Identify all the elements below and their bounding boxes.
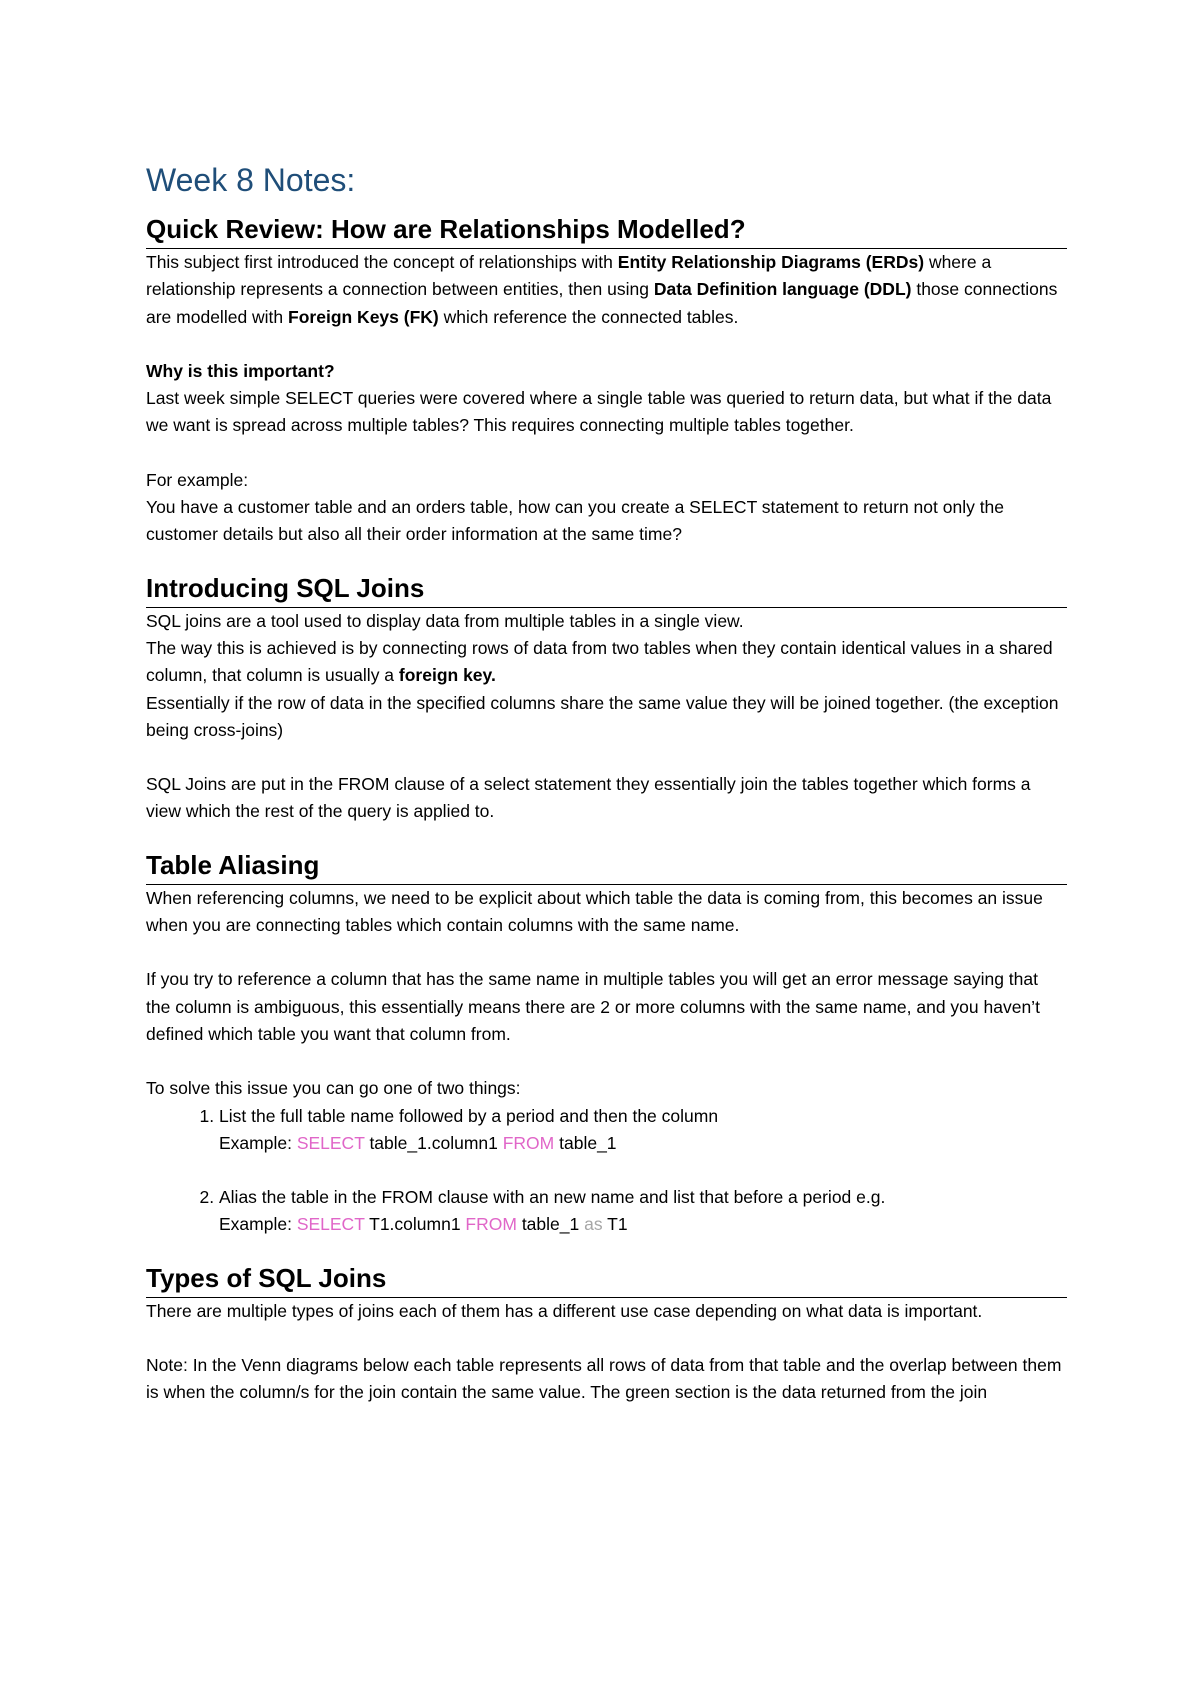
spacer xyxy=(146,826,1067,848)
spacer xyxy=(146,1048,1067,1075)
text-run: This subject first introduced the concept of relationships with xyxy=(146,252,618,272)
list-item xyxy=(219,1184,1067,1239)
spacer xyxy=(146,331,1067,358)
bold-term-fk: Foreign Keys (FK) xyxy=(288,306,439,327)
section-types-of-joins xyxy=(146,1261,1067,1407)
sql-code: table_1 xyxy=(516,1214,585,1235)
bold-subheading: Why is this important? xyxy=(146,360,335,381)
sql-keyword-select: SELECT xyxy=(296,1214,365,1235)
list-item-text: Alias the table in the FROM clause with an new name and list that before a period e.g. xyxy=(219,1187,886,1208)
example-label: Example: xyxy=(219,1132,297,1153)
sql-keyword-from: FROM xyxy=(502,1132,555,1153)
sql-code: table_1.column1 xyxy=(364,1132,503,1153)
bold-term-foreign-key: foreign key. xyxy=(398,665,496,686)
bold-term-erd: Entity Relationship Diagrams (ERDs) xyxy=(617,252,925,272)
list-item xyxy=(219,1103,1067,1185)
spacer xyxy=(219,1157,1067,1184)
text-run: those connections are modelled with xyxy=(146,279,1058,327)
list-item-text: List the full table name followed by a period and then the column xyxy=(219,1105,719,1126)
spacer xyxy=(146,440,1067,467)
paragraph-aliasing-intro: When referencing columns, we need to be explicit about which table the data is coming from, this becomes an issue when you are connecting tables which contain columns with the same name. xyxy=(146,887,1043,936)
sql-keyword-select: SELECT xyxy=(296,1132,365,1153)
bold-term-ddl: Data Definition language (DDL) xyxy=(653,279,912,300)
paragraph-join-types-intro: There are multiple types of joins each of them has a different use case depending on what data is important. xyxy=(146,1300,983,1321)
sql-code: table_1 xyxy=(554,1132,617,1153)
spacer xyxy=(146,744,1067,771)
section-quick-review xyxy=(146,212,1067,549)
section-heading: Quick Review: How are Relationships Modelled? xyxy=(146,212,1067,249)
paragraph-example: You have a customer table and an orders table, how can you create a SELECT statement to return not only the customer details but also all their order information at the same time? xyxy=(146,497,1005,545)
document-title: Week 8 Notes: xyxy=(146,162,356,198)
text-run: which reference the connected tables. xyxy=(438,306,739,327)
paragraph-solutions-intro: To solve this issue you can go one of two things: xyxy=(146,1078,521,1099)
sql-code: T1.column1 xyxy=(364,1214,466,1235)
example-label: For example: xyxy=(146,469,249,490)
sql-code: T1 xyxy=(602,1214,628,1235)
paragraph-relationships xyxy=(146,249,1067,331)
section-heading: Table Aliasing xyxy=(146,848,1067,885)
spacer xyxy=(146,939,1067,966)
why-important-heading xyxy=(146,358,1067,385)
paragraph-joins-from-clause: SQL Joins are put in the FROM clause of a select statement they essentially join the tables together which forms a view which the rest of the query is applied to. xyxy=(146,774,1031,822)
spacer xyxy=(146,549,1067,571)
text-run: where a relationship represents a connection between entities, then using xyxy=(146,252,992,300)
sql-keyword-as: as xyxy=(584,1214,603,1235)
paragraph-why-important: Last week simple SELECT queries were covered where a single table was queried to return data, but what if the data we want is spread across multiple tables? This requires connecting multiple tables together. xyxy=(146,388,1052,436)
spacer xyxy=(146,1239,1067,1261)
spacer xyxy=(146,1325,1067,1352)
section-introducing-joins xyxy=(146,571,1067,826)
paragraph-joins-how xyxy=(146,635,1067,690)
paragraph-ambiguous-error: If you try to reference a column that has the same name in multiple tables you will get an error message saying that the column is ambiguous, this essentially means there are 2 or more columns with the same name, and you haven’t defined which table you want that column from. xyxy=(146,969,1040,1044)
section-heading: Introducing SQL Joins xyxy=(146,571,1067,608)
section-heading: Types of SQL Joins xyxy=(146,1261,1067,1298)
example-label: Example: xyxy=(219,1214,297,1235)
section-table-aliasing xyxy=(146,848,1067,1239)
solution-list xyxy=(146,1103,1067,1239)
sql-keyword-from: FROM xyxy=(465,1214,517,1235)
paragraph-joins-definition: SQL joins are a tool used to display data from multiple tables in a single view. xyxy=(146,610,744,631)
text-run: The way this is achieved is by connecting rows of data from two tables when they contain identical values in a shared column, that column is usually a xyxy=(146,637,1053,686)
paragraph-venn-note: Note: In the Venn diagrams below each table represents all rows of data from that table and the overlap between them is when the column/s for the join contain the same value. The green section is the data returned from the join xyxy=(146,1355,1062,1403)
paragraph-joins-essentially: Essentially if the row of data in the specified columns share the same value they will be joined together. (the exception being cross-joins) xyxy=(146,692,1059,740)
